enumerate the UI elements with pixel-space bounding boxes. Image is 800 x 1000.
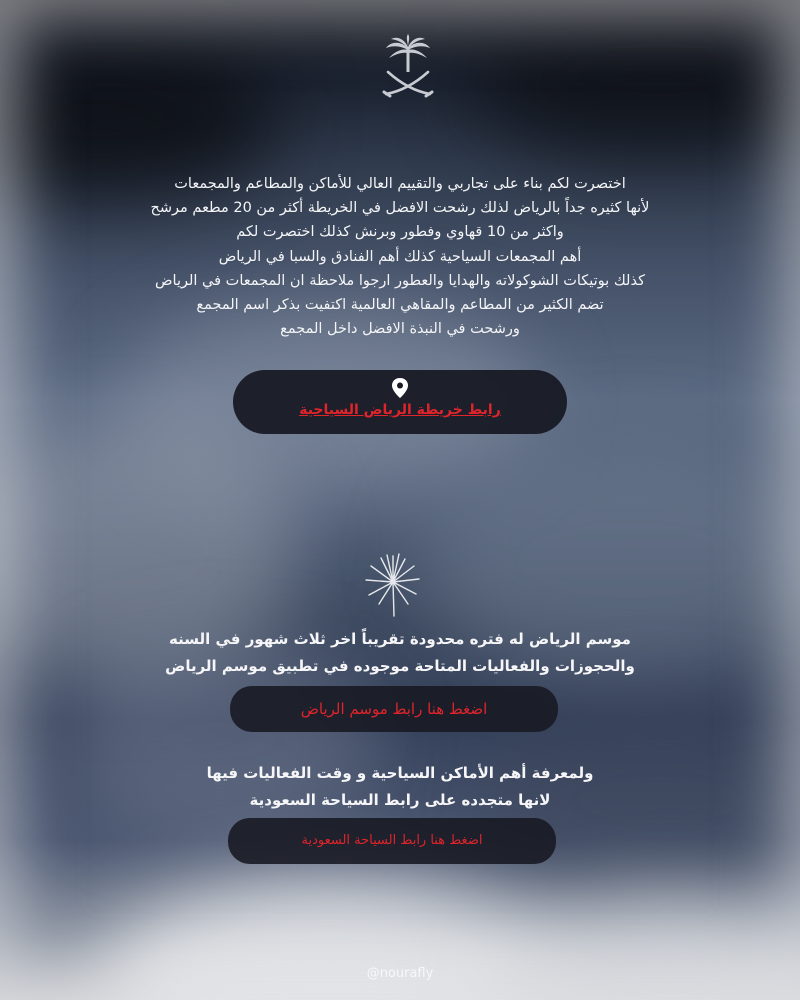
saudi-emblem-icon (380, 34, 436, 100)
intro-line: اختصرت لكم بناء على تجاربي والتقييم العالي للأماكن والمطاعم والمجمعات (174, 176, 626, 192)
author-handle: @nourafly (366, 966, 434, 981)
firework-icon (364, 552, 422, 618)
saudi-tourism-link-button[interactable]: اضغط هنا رابط السياحة السعودية (228, 818, 556, 864)
season-line: موسم الرياض له فتره محدودة تقريباً اخر ثلاث شهور في السنه (169, 630, 631, 648)
riyadh-season-link-button[interactable]: اضغط هنا رابط موسم الرياض (230, 686, 558, 732)
intro-line: واكثر من 10 قهاوي وفطور وبرنش كذلك اختصرت لكم (236, 224, 564, 241)
tourism-line: لانها متجدده على رابط السياحة السعودية (249, 791, 551, 809)
tourism-line: ولمعرفة أهم الأماكن السياحية و وقت الفعاليات فيها (206, 764, 594, 782)
season-line: والحجوزات والفعاليات المتاحة موجوده في تطبيق موسم الرياض (165, 657, 635, 675)
location-pin-icon (390, 377, 410, 399)
saudi-tourism-info (140, 760, 660, 814)
riyadh-tourist-map-link[interactable]: رابط خريطة الرياض السياحية (299, 402, 501, 418)
intro-line: تضم الكثير من المطاعم والمقاهي العالمية اكتفيت بذكر اسم المجمع (196, 297, 604, 314)
intro-line: لأنها كثيره جداً بالرياض لذلك رشحت الافضل في الخريطة أكثر من 20 مطعم مرشح (150, 200, 650, 217)
intro-line: كذلك بوتيكات الشوكولاته والهدايا والعطور ارجوا ملاحظة ان المجمعات في الرياض (155, 272, 645, 289)
intro-line: أهم المجمعات السياحية كذلك أهم الفنادق والسبا في الرياض (218, 248, 582, 265)
intro-line: ورشحت في النبذة الافضل داخل المجمع (280, 321, 520, 338)
map-link-card[interactable] (233, 370, 567, 434)
intro-paragraph (120, 172, 680, 341)
riyadh-season-info (140, 626, 660, 680)
